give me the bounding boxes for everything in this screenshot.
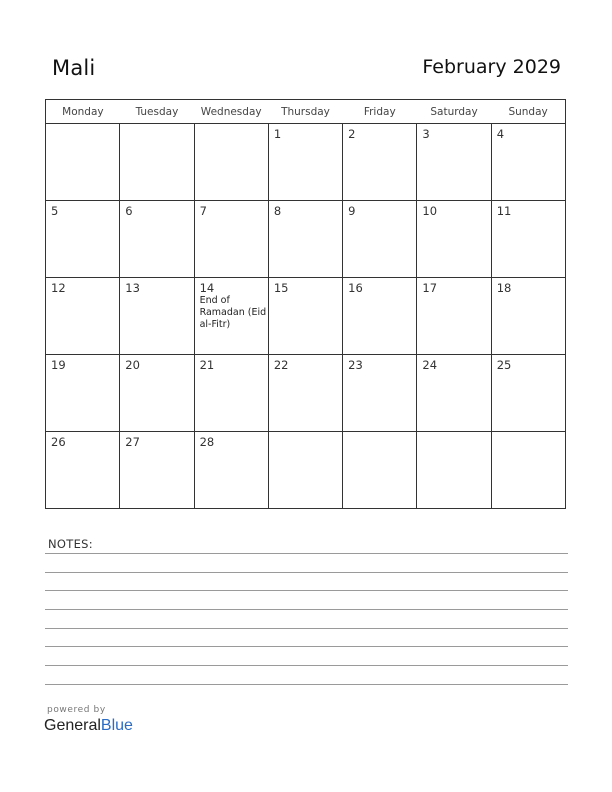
day-cell (194, 124, 268, 201)
day-cell (120, 432, 194, 509)
brand-logo (44, 717, 133, 735)
weekday-wednesday: Wednesday (194, 100, 268, 124)
day-cell (491, 355, 565, 432)
weekday-sunday: Sunday (491, 100, 565, 124)
day-number: 26 (51, 435, 66, 449)
notes-line (45, 553, 568, 554)
day-cell (417, 278, 491, 355)
day-number: 18 (496, 281, 512, 295)
day-cell (268, 201, 342, 278)
notes-line (45, 609, 568, 610)
day-cell (120, 201, 194, 278)
holiday-label: End of Ramadan (Eid al-Fitr) (199, 295, 267, 330)
notes-label: NOTES: (48, 537, 93, 551)
day-cell (417, 201, 491, 278)
day-number: 8 (273, 204, 282, 218)
day-cell (120, 278, 194, 355)
notes-line (45, 628, 568, 629)
day-cell (343, 432, 417, 509)
day-number: 5 (51, 204, 59, 218)
day-number: 10 (422, 204, 438, 218)
day-cell (343, 124, 417, 201)
day-cell (46, 355, 120, 432)
day-number: 4 (496, 127, 505, 141)
day-number: 13 (125, 281, 140, 295)
day-cell (268, 124, 342, 201)
day-cell (343, 355, 417, 432)
day-cell (46, 432, 120, 509)
week-row-5 (46, 432, 566, 509)
day-number: 12 (51, 281, 66, 295)
day-cell (417, 124, 491, 201)
week-row-4 (46, 355, 566, 432)
weekday-header-row (46, 100, 566, 124)
week-row-1 (46, 124, 566, 201)
calendar-grid (45, 99, 566, 509)
day-number: 27 (125, 435, 140, 449)
day-cell (491, 201, 565, 278)
day-number: 28 (199, 435, 215, 449)
notes-line (45, 665, 568, 666)
notes-line (45, 572, 568, 573)
day-cell (194, 355, 268, 432)
day-cell (194, 278, 268, 355)
day-number: 25 (496, 358, 512, 372)
weekday-thursday: Thursday (268, 100, 342, 124)
page-title-month: February 2029 (422, 56, 561, 78)
day-cell (417, 432, 491, 509)
day-number: 20 (125, 358, 140, 372)
day-cell (194, 201, 268, 278)
day-cell (343, 201, 417, 278)
weekday-friday: Friday (343, 100, 417, 124)
day-number: 21 (199, 358, 215, 372)
day-number: 16 (348, 281, 363, 295)
notes-line (45, 646, 568, 647)
day-number: 14 (199, 281, 215, 295)
day-number: 23 (348, 358, 363, 372)
notes-line (45, 590, 568, 591)
day-number: 15 (273, 281, 289, 295)
day-number: 7 (199, 204, 207, 218)
day-cell (194, 432, 268, 509)
brand-name-general: General (44, 717, 101, 734)
day-number: 17 (422, 281, 438, 295)
day-cell (417, 355, 491, 432)
week-row-2 (46, 201, 566, 278)
day-cell (120, 124, 194, 201)
day-cell (268, 432, 342, 509)
day-cell (343, 278, 417, 355)
weekday-tuesday: Tuesday (120, 100, 194, 124)
day-cell (46, 201, 120, 278)
week-row-3 (46, 278, 566, 355)
day-cell (491, 124, 565, 201)
day-number: 22 (273, 358, 289, 372)
day-cell (120, 355, 194, 432)
brand-name-blue: Blue (100, 717, 133, 734)
day-number: 2 (348, 127, 356, 141)
weekday-saturday: Saturday (417, 100, 491, 124)
day-cell (268, 278, 342, 355)
weekday-monday: Monday (46, 100, 120, 124)
day-number: 11 (496, 204, 512, 218)
notes-line (45, 684, 568, 685)
day-cell (491, 278, 565, 355)
page-title-country: Mali (52, 56, 96, 80)
day-cell (46, 278, 120, 355)
day-cell (268, 355, 342, 432)
day-number: 6 (125, 204, 133, 218)
day-number: 9 (348, 204, 356, 218)
day-number: 19 (51, 358, 66, 372)
day-number: 3 (422, 127, 430, 141)
day-cell (491, 432, 565, 509)
powered-by-text: powered by (47, 705, 106, 715)
day-number: 24 (422, 358, 438, 372)
day-cell (46, 124, 120, 201)
day-number: 1 (273, 127, 282, 141)
